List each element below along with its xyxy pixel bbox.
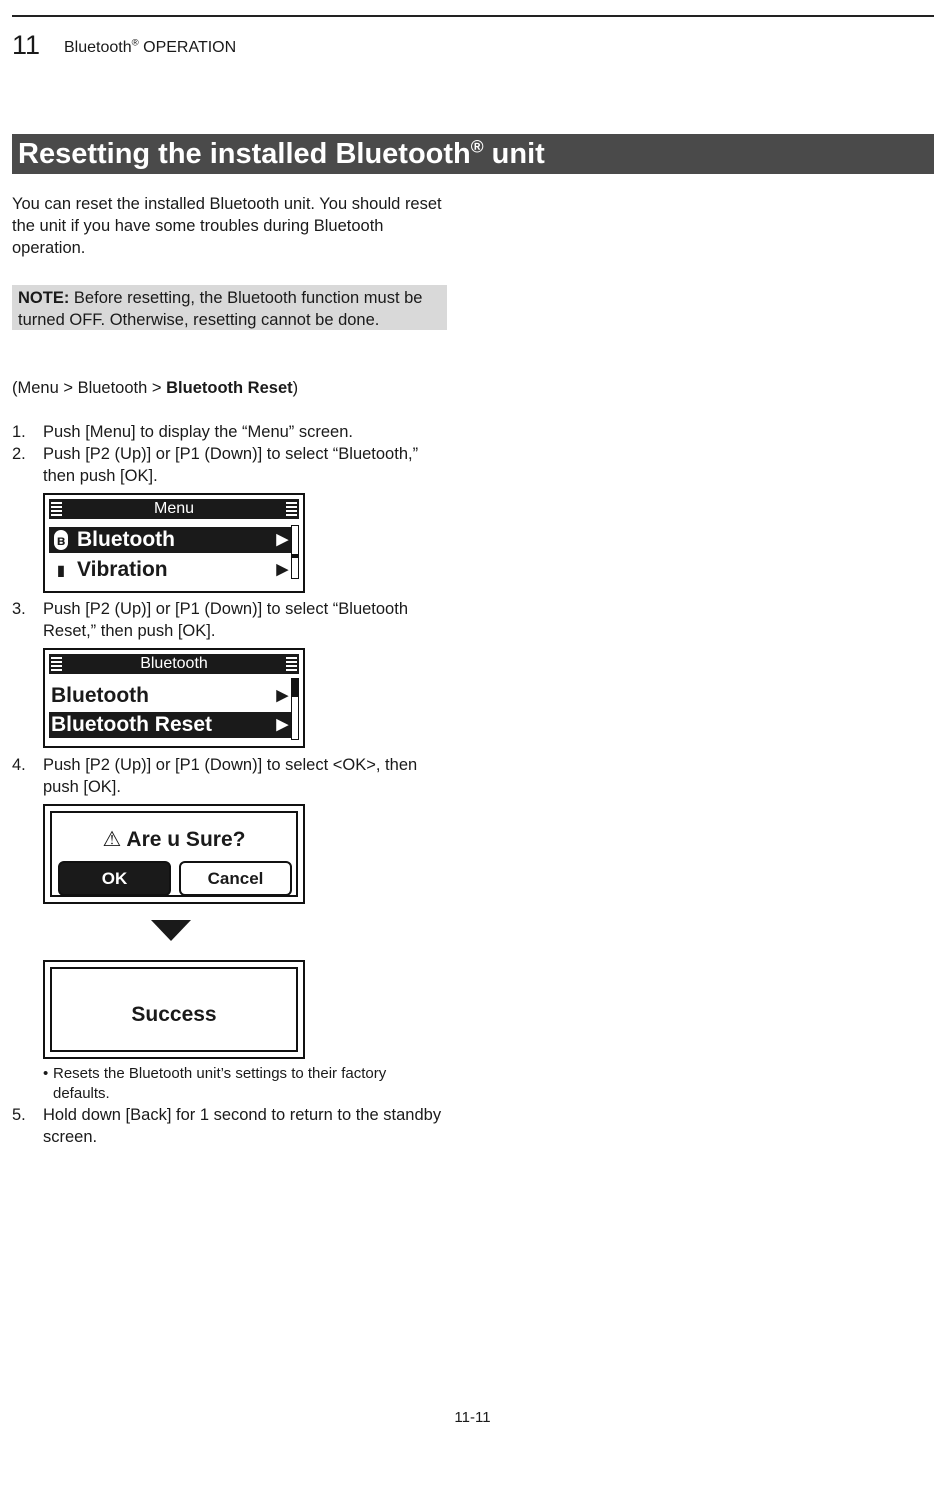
scrollbar-thumb[interactable] bbox=[292, 554, 298, 558]
warning-icon: ⚠ bbox=[102, 828, 122, 851]
bluetooth-screen-header bbox=[49, 654, 299, 674]
step-text: Push [Menu] to display the “Menu” screen. bbox=[43, 423, 353, 441]
chevron-right-icon: ▶ bbox=[276, 716, 288, 733]
confirm-title bbox=[52, 827, 296, 853]
step-text: Push [P2 (Up)] or [P1 (Down)] to select “Bluetooth,” then push [OK]. bbox=[43, 445, 419, 485]
step-number: 2. bbox=[12, 445, 26, 463]
chevron-right-icon: ▶ bbox=[276, 561, 288, 578]
bullet-text: Resets the Bluetooth unit’s settings to their factory defaults. bbox=[53, 1065, 387, 1102]
menu-lines-icon bbox=[51, 657, 62, 671]
registered-mark: ® bbox=[131, 37, 139, 49]
menu-item-label: Bluetooth Reset bbox=[51, 713, 213, 736]
section-banner bbox=[12, 134, 934, 174]
section-registered-mark: ® bbox=[470, 136, 484, 157]
bullet-mark: • bbox=[43, 1065, 49, 1082]
note-box bbox=[12, 285, 447, 330]
menu-screen-header bbox=[49, 499, 299, 519]
step-number: 1. bbox=[12, 423, 26, 441]
scrollbar[interactable] bbox=[291, 525, 299, 579]
vibration-icon: ▮ bbox=[57, 562, 65, 578]
chapter-number: 11 bbox=[12, 30, 41, 60]
step-number: 4. bbox=[12, 756, 26, 774]
bluetooth-screen-title: Bluetooth bbox=[140, 655, 208, 672]
menu-path-bold: Bluetooth Reset bbox=[166, 379, 293, 397]
step-text: Push [P2 (Up)] or [P1 (Down)] to select <OK>, then push [OK]. bbox=[43, 756, 418, 796]
page-number: 11-11 bbox=[454, 1409, 491, 1426]
chapter-title bbox=[64, 38, 236, 58]
menu-lines-icon bbox=[286, 657, 297, 671]
menu-item-label: Vibration bbox=[77, 558, 168, 581]
ok-button[interactable]: OK bbox=[58, 861, 171, 896]
header-rule bbox=[12, 15, 934, 17]
confirm-title-text: Are u Sure? bbox=[126, 828, 246, 851]
menu-path-close: ) bbox=[292, 379, 299, 397]
confirm-screen bbox=[43, 804, 305, 904]
success-dialog bbox=[50, 967, 298, 1052]
menu-screen bbox=[43, 493, 305, 593]
step-text: Hold down [Back] for 1 second to return to the standby screen. bbox=[43, 1106, 442, 1146]
section-title-suffix: unit bbox=[483, 138, 545, 170]
section-title bbox=[18, 137, 545, 171]
chevron-right-icon: ▶ bbox=[276, 531, 288, 548]
menu-item-label: Bluetooth bbox=[77, 528, 175, 551]
menu-item-bluetooth[interactable] bbox=[49, 683, 291, 709]
chevron-right-icon: ▶ bbox=[276, 687, 288, 704]
confirm-dialog bbox=[50, 811, 298, 897]
menu-path-open: (Menu > Bluetooth > bbox=[12, 379, 167, 397]
step-number: 3. bbox=[12, 600, 26, 618]
down-arrow-icon bbox=[151, 920, 191, 941]
menu-item-bluetooth-reset[interactable] bbox=[49, 712, 291, 738]
intro-paragraph: You can reset the installed Bluetooth unit. You should reset the unit if you have some troubles during Bluetooth operation. bbox=[12, 195, 442, 257]
success-screen bbox=[43, 960, 305, 1059]
step-text: Push [P2 (Up)] or [P1 (Down)] to select “Bluetooth Reset,” then push [OK]. bbox=[43, 600, 408, 640]
note-text: Before resetting, the Bluetooth function must be turned OFF. Otherwise, resetting cannot be done. bbox=[18, 289, 423, 329]
bluetooth-icon: ʙ bbox=[54, 530, 68, 550]
menu-lines-icon bbox=[286, 502, 297, 516]
note-label: NOTE: bbox=[18, 289, 70, 307]
menu-item-label: Bluetooth bbox=[51, 684, 149, 707]
menu-screen-title: Menu bbox=[153, 500, 195, 517]
menu-lines-icon bbox=[51, 502, 62, 516]
menu-item-vibration[interactable] bbox=[49, 557, 291, 583]
bluetooth-screen bbox=[43, 648, 305, 748]
section-title-text: Resetting the installed Bluetooth bbox=[18, 138, 471, 170]
scrollbar-thumb[interactable] bbox=[292, 679, 298, 697]
menu-path bbox=[12, 377, 298, 399]
chapter-title-suffix: OPERATION bbox=[138, 39, 237, 56]
cancel-button[interactable]: Cancel bbox=[179, 861, 292, 896]
menu-item-bluetooth[interactable] bbox=[49, 527, 291, 553]
scrollbar[interactable] bbox=[291, 678, 299, 740]
chapter-title-text: Bluetooth bbox=[64, 39, 132, 56]
step-number: 5. bbox=[12, 1106, 26, 1124]
success-text: Success bbox=[131, 1003, 217, 1026]
